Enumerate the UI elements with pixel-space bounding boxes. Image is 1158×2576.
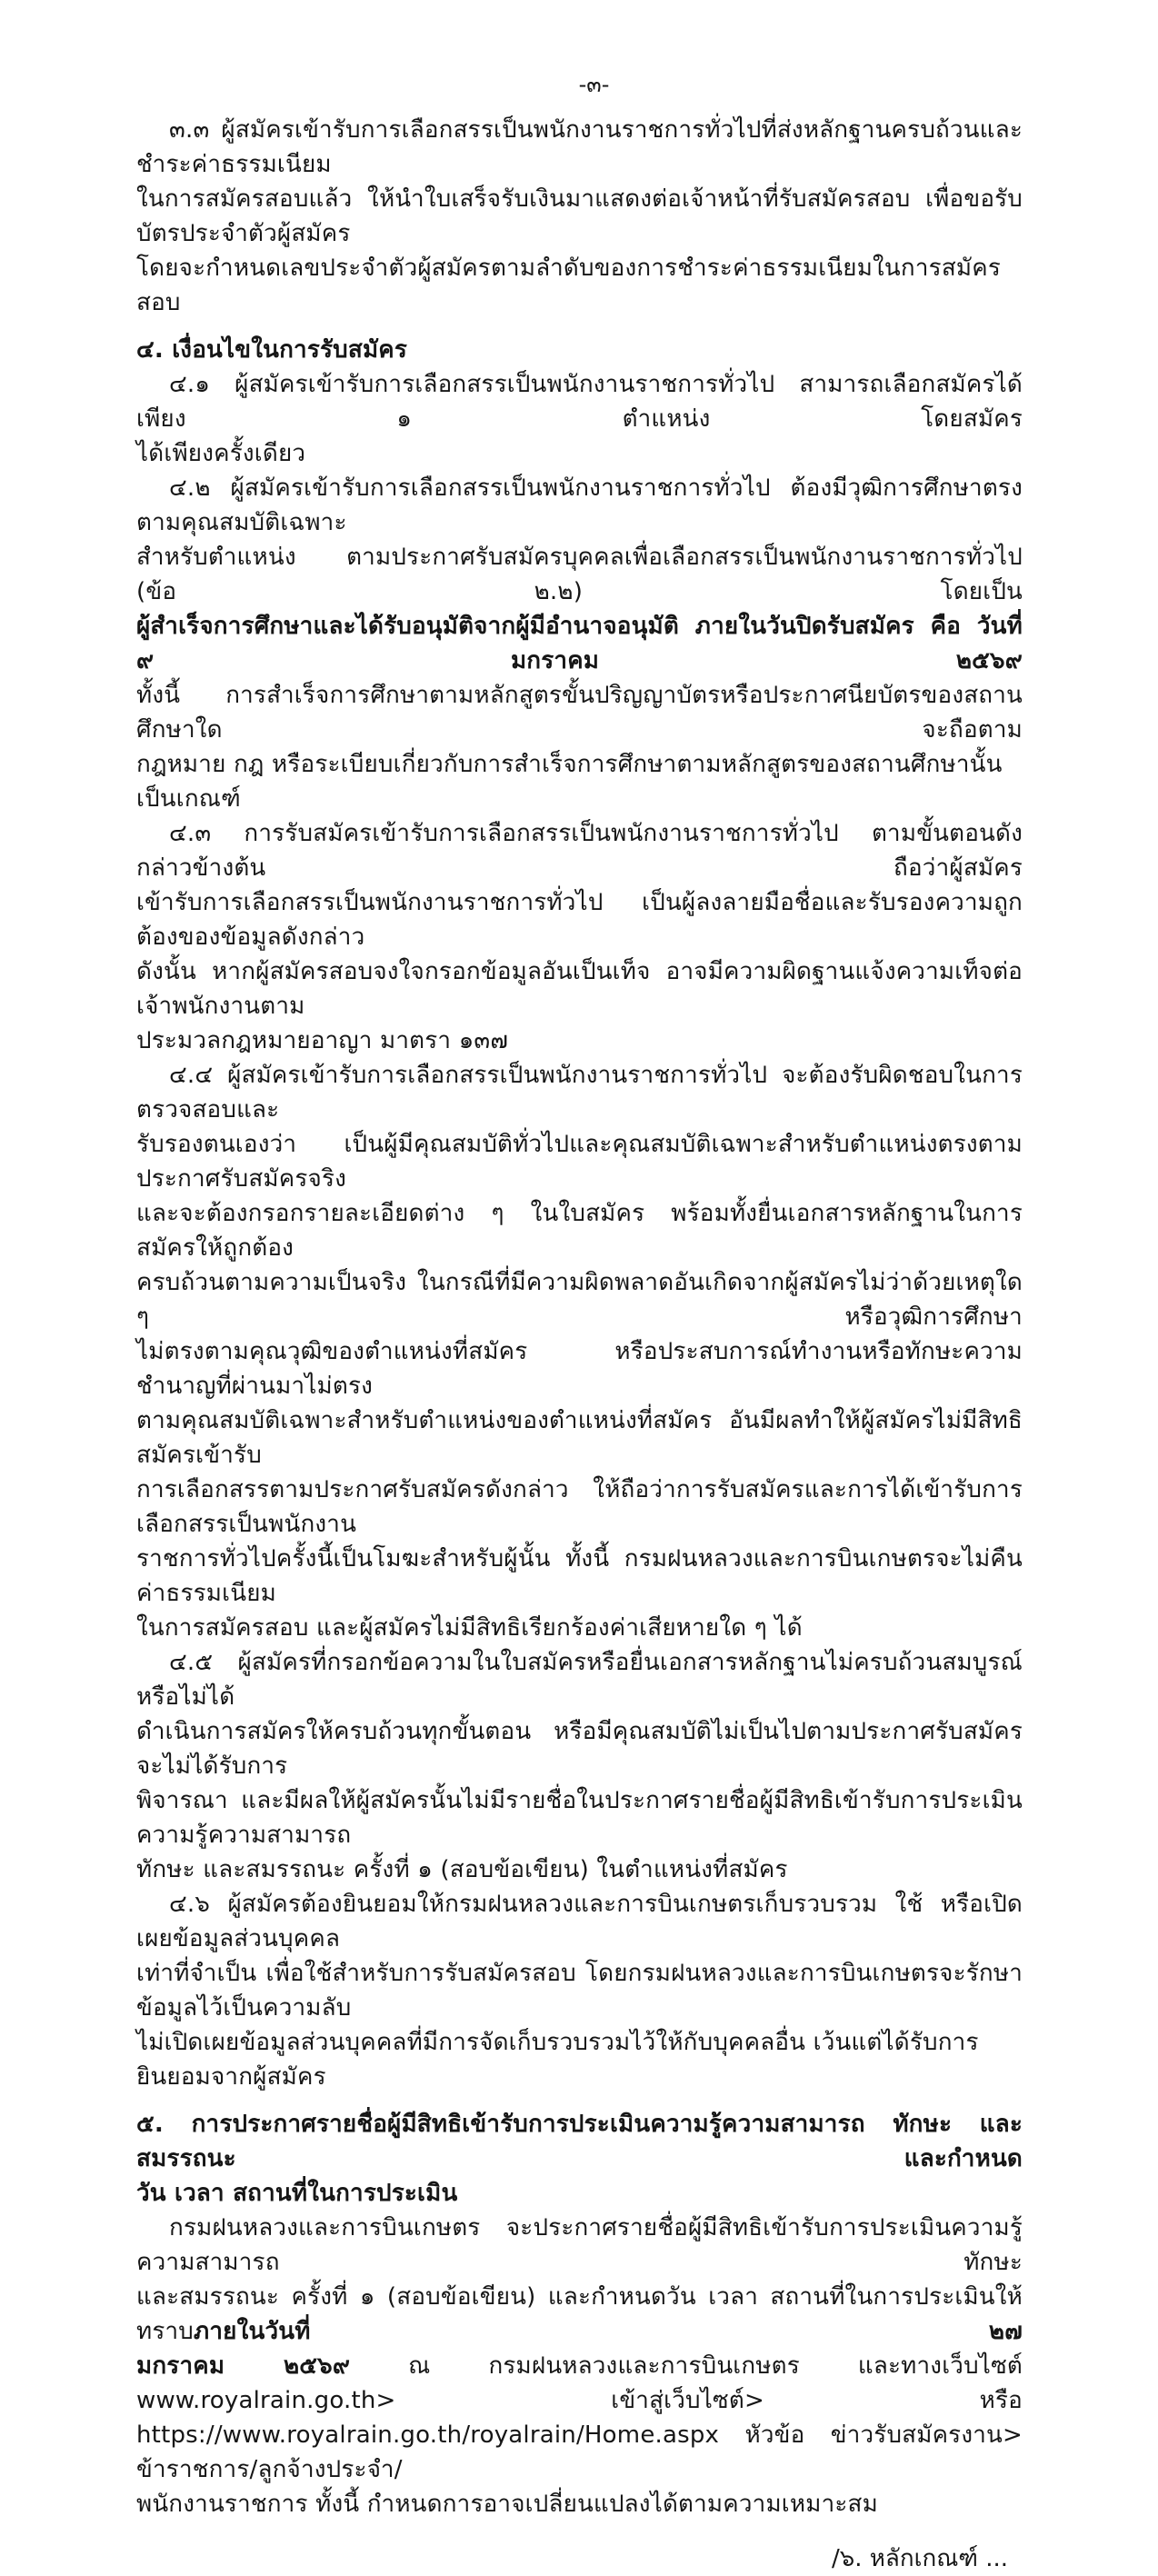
- text-segment: ราชการทั่วไปครั้งนี้เป็นโมฆะสำหรับผู้นั้น ทั้งนี้ กรมฝนหลวงและการบินเกษตรจะไม่คืนค่าธรรมเนียม: [136, 1545, 1023, 1607]
- text-segment: ตามคุณสมบัติเฉพาะสำหรับตำแหน่งของตำแหน่งที่สมัคร อันมีผลทำให้ผู้สมัครไม่มีสิทธิสมัครเข้ารับ: [136, 1407, 1023, 1469]
- text-line: [136, 2176, 1023, 2211]
- text-line: [136, 333, 1023, 367]
- text-segment: ไม่ตรงตามคุณวุฒิของตำแหน่งที่สมัคร หรือประสบการณ์ทำงานหรือทักษะความชำนาญที่ผ่านมาไม่ตรง: [136, 1338, 1023, 1400]
- document-body: [136, 113, 1023, 2521]
- text-line: [136, 251, 1023, 320]
- text-line: [136, 1127, 1023, 1196]
- text-line: [136, 1645, 1023, 1714]
- text-line: [136, 2280, 1023, 2349]
- text-segment: ๕. การประกาศรายชื่อผู้มีสิทธิเข้ารับการประเมินความรู้ความสามารถ ทักษะ และสมรรถนะ และกำหนด: [136, 2111, 1023, 2172]
- text-segment: สำหรับตำแหน่ง ตามประกาศรับสมัครบุคคลเพื่อเลือกสรรเป็นพนักงานราชการทั่วไป (ข้อ ๒.๒) โดยเป็น: [136, 544, 1023, 605]
- paragraph: [136, 816, 1023, 1058]
- text-segment: มกราคม ๒๕๖๙: [136, 2352, 351, 2380]
- text-segment: ในการสมัครสอบแล้ว ให้นำใบเสร็จรับเงินมาแสดงต่อเจ้าหน้าที่รับสมัครสอบ เพื่อขอรับบัตรประจำตัวผู้สมัคร: [136, 185, 1023, 247]
- text-line: [136, 113, 1023, 182]
- paragraph: [136, 367, 1023, 471]
- section-heading: [136, 333, 1023, 367]
- text-line: [136, 1473, 1023, 1542]
- text-segment: ๔.๓ การรับสมัครเข้ารับการเลือกสรรเป็นพนักงานราชการทั่วไป ตามขั้นตอนดังกล่าวข้างต้น ถือว่าผู้สมัคร: [136, 820, 1023, 882]
- text-segment: ๔.๖ ผู้สมัครต้องยินยอมให้กรมฝนหลวงและการบินเกษตรเก็บรวบรวม ใช้ หรือเปิดเผยข้อมูลส่วนบุคคล: [136, 1891, 1023, 1952]
- text-line: [136, 182, 1023, 251]
- text-line: [136, 1196, 1023, 1265]
- text-segment: วัน เวลา สถานที่ในการประเมิน: [136, 2180, 458, 2207]
- text-line: [136, 540, 1023, 609]
- text-line: [136, 367, 1023, 436]
- page-number: -๓-: [578, 72, 610, 97]
- text-line: [136, 471, 1023, 540]
- text-segment: กฎหมาย กฎ หรือระเบียบเกี่ยวกับการสำเร็จการศึกษาตามหลักสูตรของสถานศึกษานั้นเป็นเกณฑ์: [136, 751, 1003, 813]
- text-line: [136, 436, 1023, 471]
- text-segment: ๔.๕ ผู้สมัครที่กรอกข้อความในใบสมัครหรือยื่นเอกสารหลักฐานไม่ครบถ้วนสมบูรณ์ หรือไม่ได้: [136, 1649, 1023, 1711]
- text-line: [136, 2211, 1023, 2280]
- text-line: [136, 2107, 1023, 2176]
- text-segment: พิจารณา และมีผลให้ผู้สมัครนั้นไม่มีรายชื่อในประกาศรายชื่อผู้มีสิทธิเข้ารับการประเมินความรู้ความสามารถ: [136, 1787, 1023, 1849]
- text-line: [136, 609, 1023, 678]
- text-segment: ณ กรมฝนหลวงและการบินเกษตร และทางเว็บไซต์ www.royalrain.go.th> เข้าสู่เว็บไซต์> หรือ: [136, 2352, 1023, 2414]
- text-segment: เข้ารับการเลือกสรรเป็นพนักงานราชการทั่วไป เป็นผู้ลงลายมือชื่อและรับรองความถูกต้องของข้อมูลดังกล่าว: [136, 889, 1023, 951]
- text-segment: ดังนั้น หากผู้สมัครสอบจงใจกรอกข้อมูลอันเป็นเท็จ อาจมีความผิดฐานแจ้งความเท็จต่อเจ้าพนักงานตาม: [136, 958, 1023, 1020]
- paragraph: [136, 1058, 1023, 1645]
- text-segment: ประมวลกฎหมายอาญา มาตรา ๑๓๗: [136, 1027, 509, 1054]
- text-line: [136, 885, 1023, 954]
- document-page: [0, 69, 1128, 2572]
- text-segment: ๔. เงื่อนไขในการรับสมัคร: [136, 336, 408, 364]
- continuation-note: /๖. หลักเกณฑ์ ...: [832, 2545, 1008, 2572]
- text-segment: ๔.๑ ผู้สมัครเข้ารับการเลือกสรรเป็นพนักงานราชการทั่วไป สามารถเลือกสมัครได้เพียง ๑ ตำแหน่ง โดยสมัคร: [136, 371, 1023, 433]
- text-segment: ๔.๔ ผู้สมัครเข้ารับการเลือกสรรเป็นพนักงานราชการทั่วไป จะต้องรับผิดชอบในการตรวจสอบและ: [136, 1062, 1023, 1123]
- text-line: [136, 1611, 1023, 1645]
- text-line: [136, 2487, 1023, 2521]
- text-line: [136, 1058, 1023, 1127]
- text-segment: พนักงานราชการ ทั้งนี้ กำหนดการอาจเปลี่ยนแปลงได้ตามความเหมาะสม: [136, 2491, 878, 2518]
- paragraph: [136, 1645, 1023, 1887]
- text-line: [136, 1783, 1023, 1852]
- paragraph: [136, 471, 1023, 816]
- text-segment: ๓.๓ ผู้สมัครเข้ารับการเลือกสรรเป็นพนักงานราชการทั่วไปที่ส่งหลักฐานครบถ้วนและชำระค่าธรรมเนียม: [136, 116, 1023, 178]
- text-segment: ดำเนินการสมัครให้ครบถ้วนทุกขั้นตอน หรือมีคุณสมบัติไม่เป็นไปตามประกาศรับสมัคร จะไม่ได้รับการ: [136, 1718, 1023, 1780]
- text-line: [136, 816, 1023, 885]
- text-segment: เท่าที่จำเป็น เพื่อใช้สำหรับการรับสมัครสอบ โดยกรมฝนหลวงและการบินเกษตรจะรักษาข้อมูลไว้เป็นความลับ: [136, 1960, 1023, 2022]
- paragraph: [136, 113, 1023, 320]
- text-line: [136, 2418, 1023, 2487]
- text-line: [136, 1023, 1023, 1058]
- section-heading: [136, 2107, 1023, 2211]
- text-segment: และสมรรถนะ ครั้งที่ ๑ (สอบข้อเขียน) และกำหนดวัน เวลา สถานที่ในการประเมินให้ทราบ: [136, 2283, 1023, 2345]
- text-segment: ได้เพียงครั้งเดียว: [136, 440, 306, 467]
- text-segment: ภายในวันที่ ๒๗: [194, 2318, 1023, 2345]
- text-line: [136, 1887, 1023, 1956]
- text-line: [136, 1334, 1023, 1403]
- text-line: [136, 747, 1023, 816]
- text-segment: ครบถ้วนตามความเป็นจริง ในกรณีที่มีความผิดพลาดอันเกิดจากผู้สมัครไม่ว่าด้วยเหตุใด ๆ หรือวุฒิการศึกษา: [136, 1269, 1023, 1331]
- text-line: [136, 2025, 1023, 2094]
- text-line: [136, 1714, 1023, 1783]
- text-line: [136, 954, 1023, 1023]
- paragraph: [136, 1887, 1023, 2094]
- text-line: [136, 678, 1023, 747]
- text-line: [136, 1852, 1023, 1887]
- text-line: [136, 1956, 1023, 2025]
- text-segment: ในการสมัครสอบ และผู้สมัครไม่มีสิทธิเรียกร้องค่าเสียหายใด ๆ ได้: [136, 1614, 803, 1642]
- text-segment: ๔.๒ ผู้สมัครเข้ารับการเลือกสรรเป็นพนักงานราชการทั่วไป ต้องมีวุฒิการศึกษาตรงตามคุณสมบัติเฉพาะ: [136, 474, 1023, 536]
- text-segment: https://www.royalrain.go.th/royalrain/Home.aspx หัวข้อ ข่าวรับสมัครงาน> ข้าราชการ/ลูกจ้างประจำ/: [136, 2421, 1023, 2483]
- text-segment: ทักษะ และสมรรถนะ ครั้งที่ ๑ (สอบข้อเขียน) ในตำแหน่งที่สมัคร: [136, 1856, 788, 1883]
- text-segment: ทั้งนี้ การสำเร็จการศึกษาตามหลักสูตรขั้นปริญญาบัตรหรือประกาศนียบัตรของสถานศึกษาใด จะถือตาม: [136, 682, 1023, 744]
- text-line: [136, 1542, 1023, 1611]
- text-segment: ผู้สำเร็จการศึกษาและได้รับอนุมัติจากผู้มีอำนาจอนุมัติ ภายในวันปิดรับสมัคร คือ วันที่ ๙ มกราคม ๒๕๖๙: [136, 613, 1023, 674]
- text-segment: กรมฝนหลวงและการบินเกษตร จะประกาศรายชื่อผู้มีสิทธิเข้ารับการประเมินความรู้ความสามารถ ทักษะ: [136, 2214, 1023, 2276]
- text-segment: และจะต้องกรอกรายละเอียดต่าง ๆ ในใบสมัคร พร้อมทั้งยื่นเอกสารหลักฐานในการสมัครให้ถูกต้อง: [136, 1200, 1023, 1262]
- text-segment: โดยจะกำหนดเลขประจำตัวผู้สมัครตามลำดับของการชำระค่าธรรมเนียมในการสมัครสอบ: [136, 255, 1001, 316]
- text-line: [136, 1403, 1023, 1473]
- paragraph: [136, 2211, 1023, 2521]
- text-segment: การเลือกสรรตามประกาศรับสมัครดังกล่าว ให้ถือว่าการรับสมัครและการได้เข้ารับการเลือกสรรเป็นพนักงาน: [136, 1476, 1023, 1538]
- text-segment: รับรองตนเองว่า เป็นผู้มีคุณสมบัติทั่วไปและคุณสมบัติเฉพาะสำหรับตำแหน่งตรงตามประกาศรับสมัครจริง: [136, 1131, 1023, 1193]
- text-line: [136, 2349, 1023, 2418]
- text-segment: ไม่เปิดเผยข้อมูลส่วนบุคคลที่มีการจัดเก็บรวบรวมไว้ให้กับบุคคลอื่น เว้นแต่ได้รับการยินยอมจากผู้สมัคร: [136, 2029, 979, 2091]
- text-line: [136, 1265, 1023, 1334]
